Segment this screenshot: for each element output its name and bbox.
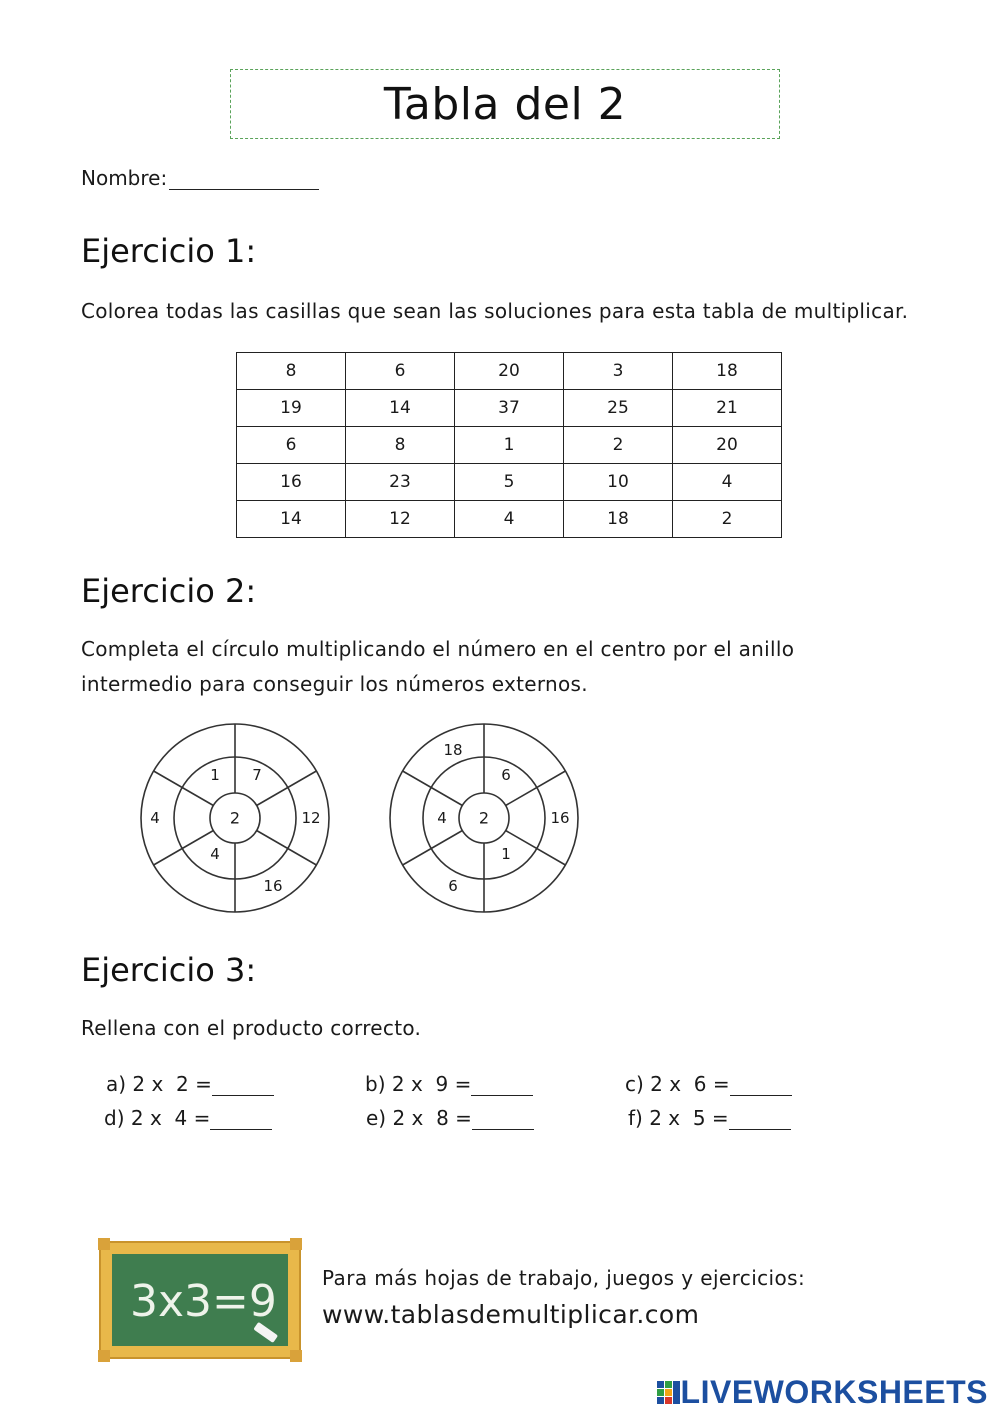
- exercise3-heading: Ejercicio 3:: [81, 951, 257, 989]
- grid-cell[interactable]: 23: [346, 464, 455, 501]
- answer-blank[interactable]: [472, 1111, 534, 1130]
- brand-name: LIVEWORKSHEETS: [680, 1374, 988, 1410]
- product-item: [104, 1106, 272, 1130]
- answer-blank[interactable]: [729, 1111, 791, 1130]
- grid-cell[interactable]: 16: [237, 464, 346, 501]
- circle-2-center: 2: [478, 808, 490, 828]
- circle-1-mid: 1: [210, 766, 220, 784]
- grid-cell[interactable]: 8: [346, 427, 455, 464]
- circle-2-outer: 6: [448, 877, 458, 895]
- circle-1-mid: 7: [252, 766, 262, 784]
- exercise2-instruction-line1: Completa el círculo multiplicando el número en el centro por el anillo: [81, 637, 795, 661]
- circle-1-outer: 16: [263, 877, 283, 895]
- product-item: [625, 1072, 792, 1096]
- grid-cell[interactable]: 2: [564, 427, 673, 464]
- grid-cell[interactable]: 4: [455, 501, 564, 538]
- grid-cell[interactable]: 1: [455, 427, 564, 464]
- exercise3-instruction: Rellena con el producto correcto.: [81, 1016, 422, 1040]
- chalkboard-text: 3x3=9: [130, 1276, 277, 1327]
- product-label: b) 2 x 9 =: [365, 1072, 472, 1096]
- circle-1-outer: 4: [150, 809, 160, 827]
- circle-1-mid: 4: [210, 845, 220, 863]
- circle-1-center: 2: [229, 808, 241, 828]
- name-label: Nombre:: [81, 166, 168, 190]
- grid-cell[interactable]: 20: [673, 427, 782, 464]
- product-item: [366, 1106, 534, 1130]
- grid-cell[interactable]: 18: [673, 353, 782, 390]
- product-label: f) 2 x 5 =: [628, 1106, 729, 1130]
- grid-cell[interactable]: 10: [564, 464, 673, 501]
- product-label: c) 2 x 6 =: [625, 1072, 730, 1096]
- exercise1-instruction: Colorea todas las casillas que sean las soluciones para esta tabla de multiplicar.: [81, 299, 909, 323]
- grid-cell[interactable]: 12: [346, 501, 455, 538]
- chalkboard-image: [98, 1238, 302, 1362]
- liveworksheets-logo: [657, 1374, 988, 1411]
- name-blank[interactable]: [169, 169, 319, 190]
- circle-2: [388, 722, 580, 914]
- circle-2-mid: 1: [501, 845, 511, 863]
- grid-cell[interactable]: 18: [564, 501, 673, 538]
- exercise2-heading: Ejercicio 2:: [81, 572, 257, 610]
- grid-row: [237, 427, 782, 464]
- exercise1-heading: Ejercicio 1:: [81, 232, 257, 270]
- circle-2-outer: 18: [443, 741, 463, 759]
- grid-cell[interactable]: 14: [237, 501, 346, 538]
- product-label: e) 2 x 8 =: [366, 1106, 472, 1130]
- answer-blank[interactable]: [210, 1111, 272, 1130]
- answer-blank[interactable]: [471, 1077, 533, 1096]
- grid-cell[interactable]: 21: [673, 390, 782, 427]
- circle-2-mid: 4: [437, 809, 447, 827]
- grid-cell[interactable]: 14: [346, 390, 455, 427]
- exercise2-instruction-line2: intermedio para conseguir los números externos.: [81, 672, 588, 696]
- page-title: Tabla del 2: [230, 69, 780, 139]
- grid-row: [237, 353, 782, 390]
- circle-2-mid: 6: [501, 766, 511, 784]
- grid-row: [237, 501, 782, 538]
- footer-url[interactable]: www.tablasdemultiplicar.com: [322, 1300, 700, 1329]
- circle-1: [139, 722, 331, 914]
- grid-cell[interactable]: 3: [564, 353, 673, 390]
- answer-blank[interactable]: [730, 1077, 792, 1096]
- grid-row: [237, 390, 782, 427]
- grid-cell[interactable]: 5: [455, 464, 564, 501]
- grid-cell[interactable]: 20: [455, 353, 564, 390]
- grid-cell[interactable]: 4: [673, 464, 782, 501]
- product-label: a) 2 x 2 =: [106, 1072, 212, 1096]
- grid-row: [237, 464, 782, 501]
- grid-cell[interactable]: 25: [564, 390, 673, 427]
- grid-cell[interactable]: 19: [237, 390, 346, 427]
- circle-1-outer: 12: [301, 809, 321, 827]
- footer-text: Para más hojas de trabajo, juegos y ejercicios:: [322, 1266, 806, 1290]
- grid-cell[interactable]: 6: [346, 353, 455, 390]
- product-item: [106, 1072, 274, 1096]
- product-label: d) 2 x 4 =: [104, 1106, 211, 1130]
- grid-cell[interactable]: 8: [237, 353, 346, 390]
- product-item: [365, 1072, 533, 1096]
- answer-blank[interactable]: [212, 1077, 274, 1096]
- grid-cell[interactable]: 37: [455, 390, 564, 427]
- chalkboard-illustration: [98, 1238, 302, 1362]
- number-grid: [236, 352, 782, 538]
- product-item: [628, 1106, 791, 1130]
- grid-cell[interactable]: 6: [237, 427, 346, 464]
- name-field: [81, 166, 319, 190]
- liveworksheets-icon: [657, 1381, 681, 1405]
- circle-2-outer: 16: [550, 809, 570, 827]
- grid-cell[interactable]: 2: [673, 501, 782, 538]
